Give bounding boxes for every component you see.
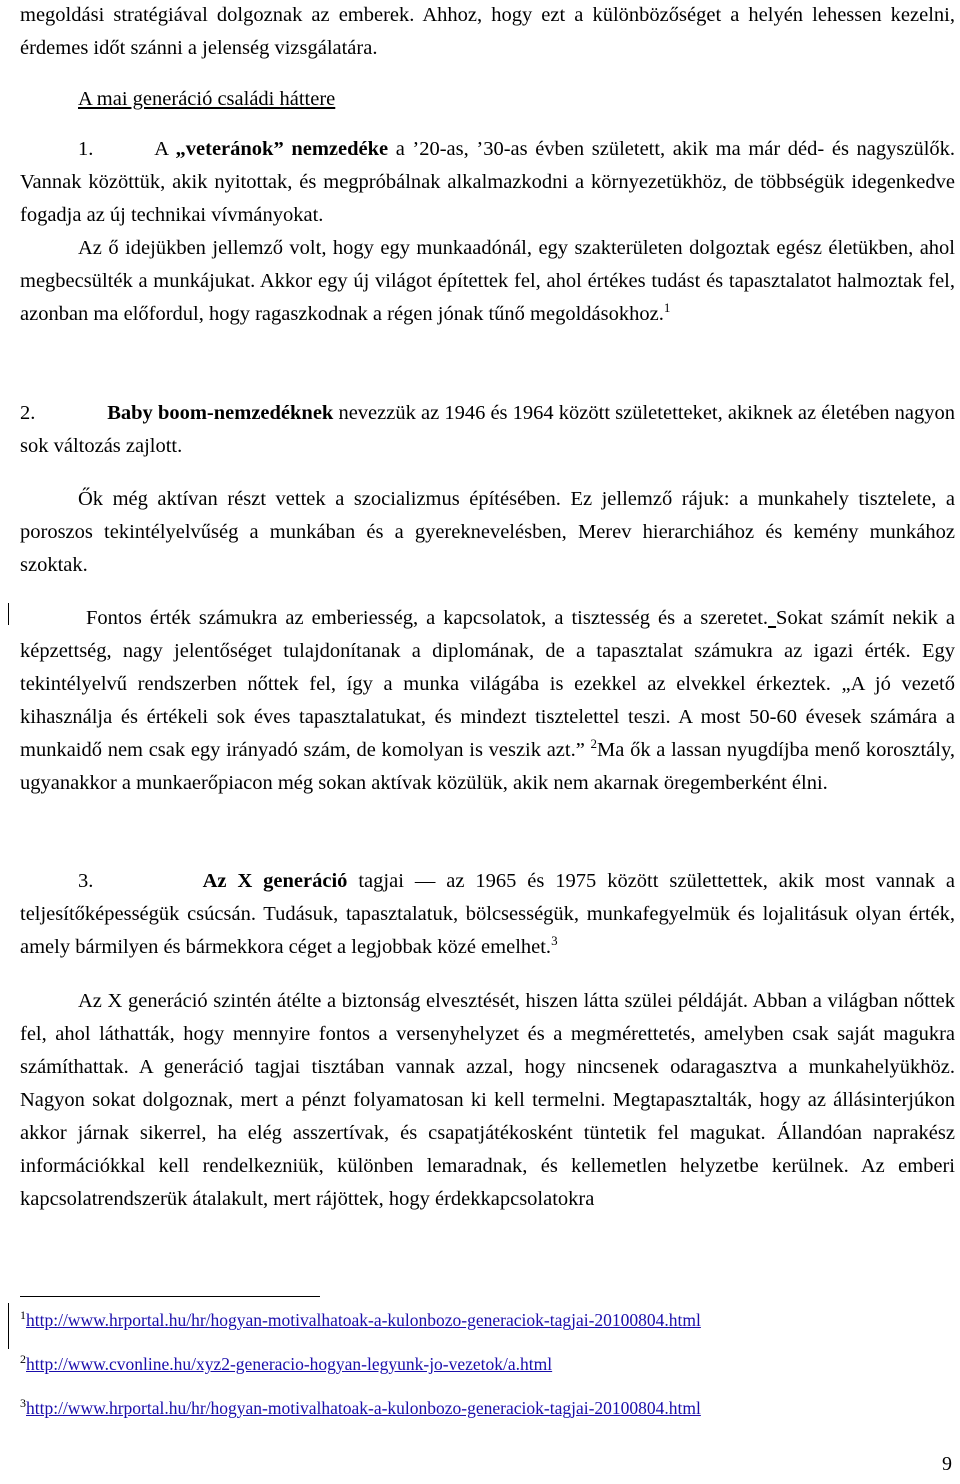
footnote-2-ref: 2 <box>20 1352 26 1367</box>
footnote-1-link[interactable]: http://www.hrportal.hu/hr/hogyan-motivalhatoak-a-kulonbozo-generaciok-tagjai-20100804.html <box>26 1310 701 1330</box>
footnote-1-ref: 1 <box>20 1308 26 1323</box>
section-heading: A mai generáció családi háttere <box>78 88 336 110</box>
genx-text-1: tagjai — az 1965 és 1975 között születtettek, akik most vannak a teljesítőképességük csúcsán. <box>20 870 956 925</box>
footnote-3-link[interactable]: http://www.hrportal.hu/hr/hogyan-motivalhatoak-a-kulonbozo-generaciok-tagjai-20100804.html <box>26 1398 701 1418</box>
footnote-3 <box>20 1397 701 1419</box>
boomers-p2-a: Ők még aktívan részt vettek a szocializmus építésében. <box>78 488 561 510</box>
footnote-separator <box>20 1296 320 1297</box>
genx-paragraph <box>20 865 955 964</box>
veterans-paragraph-2 <box>20 232 955 331</box>
footnote-1 <box>20 1309 701 1331</box>
footnote-2 <box>20 1353 552 1375</box>
footnote-3-ref: 3 <box>20 1396 26 1411</box>
boomers-p3-gap <box>768 607 776 629</box>
genx-paragraph-2: Az X generáció szintén átélte a biztonság elvesztését, hiszen látta szülei példáját. Abban a világban nőttek fel, ahol láthatták, hogy mennyire fontos a versenyhelyzet és a megmérettetés, amelyben csak saját magukra számíthattak. A generáció tagjai tisztában vannak azzal, hogy nincsenek odaragasztva a munkahelyükhöz. Nagyon sokat dolgoznak, mert a pénzt folyamatosan ki kell termelni. Megtapasztalták, hogy az állásinterjúkon akkor járnak sikerrel, ha elég asszertívak, és csapatjátékosként tüntetik fel magukat. Állandóan naprakész információkkal kell rendelkezniük, különben lemaradnak, és kellemetlen helyzetbe kerülnek. Az emberi kapcsolatrendszerük átalakult, mert rájöttek, hogy érdekkapcsolatokra <box>20 990 955 1210</box>
genx-text-2: Tudásuk, tapasztalatuk, bölcsességük, munkafegyelmük és lojalitásuk olyan érték, amely bármilyen és bármekkora céget a legjobbak közé emelhet. <box>20 903 955 958</box>
boomers-p3-a: Fontos érték számukra az emberiesség, a kapcsolatok, a tisztesség és a szeretet. <box>86 607 769 629</box>
boomers-paragraph-2 <box>20 483 955 582</box>
veterans-text-4: Akkor egy új világot építettek fel, ahol értékes tudást és tapasztalatot halmoztak fel, azonban ma előfordul, hogy ragaszkodnak a régen jónak tűnő megoldásokhoz. <box>20 270 955 325</box>
veterans-bold-term-2: nemzedéke <box>291 138 389 160</box>
change-bar <box>8 603 9 625</box>
veterans-bold-term: „veteránok” <box>175 138 284 160</box>
boomers-paragraph-3 <box>20 602 955 800</box>
footnote-2-link[interactable]: http://www.cvonline.hu/xyz2-generacio-hogyan-legyunk-jo-vezetok/a.html <box>26 1354 553 1374</box>
veterans-text-1: a ’20-as, ’30-as évben született, akik ma már déd- és nagyszülők. <box>395 138 956 160</box>
footnote-change-bar <box>8 1303 9 1349</box>
boomers-number: 2. <box>20 402 36 424</box>
page-number: 9 <box>942 1453 952 1475</box>
genx-bold-term: Az X generáció <box>202 870 348 892</box>
boomers-p3-c: Ma ők a lassan nyugdíjba menő korosztály, ugyanakkor a munkaerőpiacon még sokan aktívak közülük, akik nem akarnak öregemberként élni. <box>20 739 956 794</box>
boomers-p2-b: Ez jellemző rájuk: a munkahely tisztelete, a poroszos tekintélyelvűség a munkában és a gyereknevelésben, Merev hierarchiához és kemény munkához szoktak. <box>20 488 955 576</box>
footnote-ref-2[interactable]: 2 <box>590 736 598 752</box>
boomers-p3-b: Sokat számít nekik a képzettség, nagy jelentőséget tulajdonítanak a diplomának, de a tapasztalat számukra az igazi érték. Egy tekintélyelvű rendszerben nőttek fel, így a munka világába is ezekkel az elvekkel érkeztek. „A jó vezető kihasználja és értékeli sok éves tapasztalatukat, és mindezt tisztelettel teszi. A most 50-60 évesek számára a munkaidő nem csak egy irányadó szám, de komolyan is veszik azt.” <box>20 607 955 761</box>
boomers-bold-term: Baby boom-nemzedéknek <box>107 402 334 424</box>
veterans-lead: A <box>154 138 168 160</box>
veterans-text-3: Az ő idejükben jellemző volt, hogy egy munkaadónál, egy szakterületen dolgoztak egész életükben, ahol megbecsülték a munkájukat. <box>20 237 955 292</box>
veterans-text-2: Vannak közöttük, akik nyitottak, és megpróbálnak alkalmazkodni a környezetükhöz, de többségük idegenkedve fogadja az új technikai vívmányokat. <box>20 171 955 226</box>
veterans-number: 1. <box>78 138 94 160</box>
veterans-paragraph <box>20 133 955 232</box>
footnote-ref-3[interactable]: 3 <box>551 933 558 949</box>
boomers-paragraph <box>20 397 955 463</box>
intro-paragraph: megoldási stratégiával dolgoznak az emberek. Ahhoz, hogy ezt a különbözőséget a helyén lehessen kezelni, érdemes időt szánni a jelenség vizsgálatára. <box>20 4 955 59</box>
footnote-ref-1[interactable]: 1 <box>663 300 671 316</box>
genx-number: 3. <box>78 870 94 892</box>
boomers-text: nevezzük az 1946 és 1964 között születetteket, akiknek az életében nagyon sok változás zajlott. <box>20 402 955 457</box>
